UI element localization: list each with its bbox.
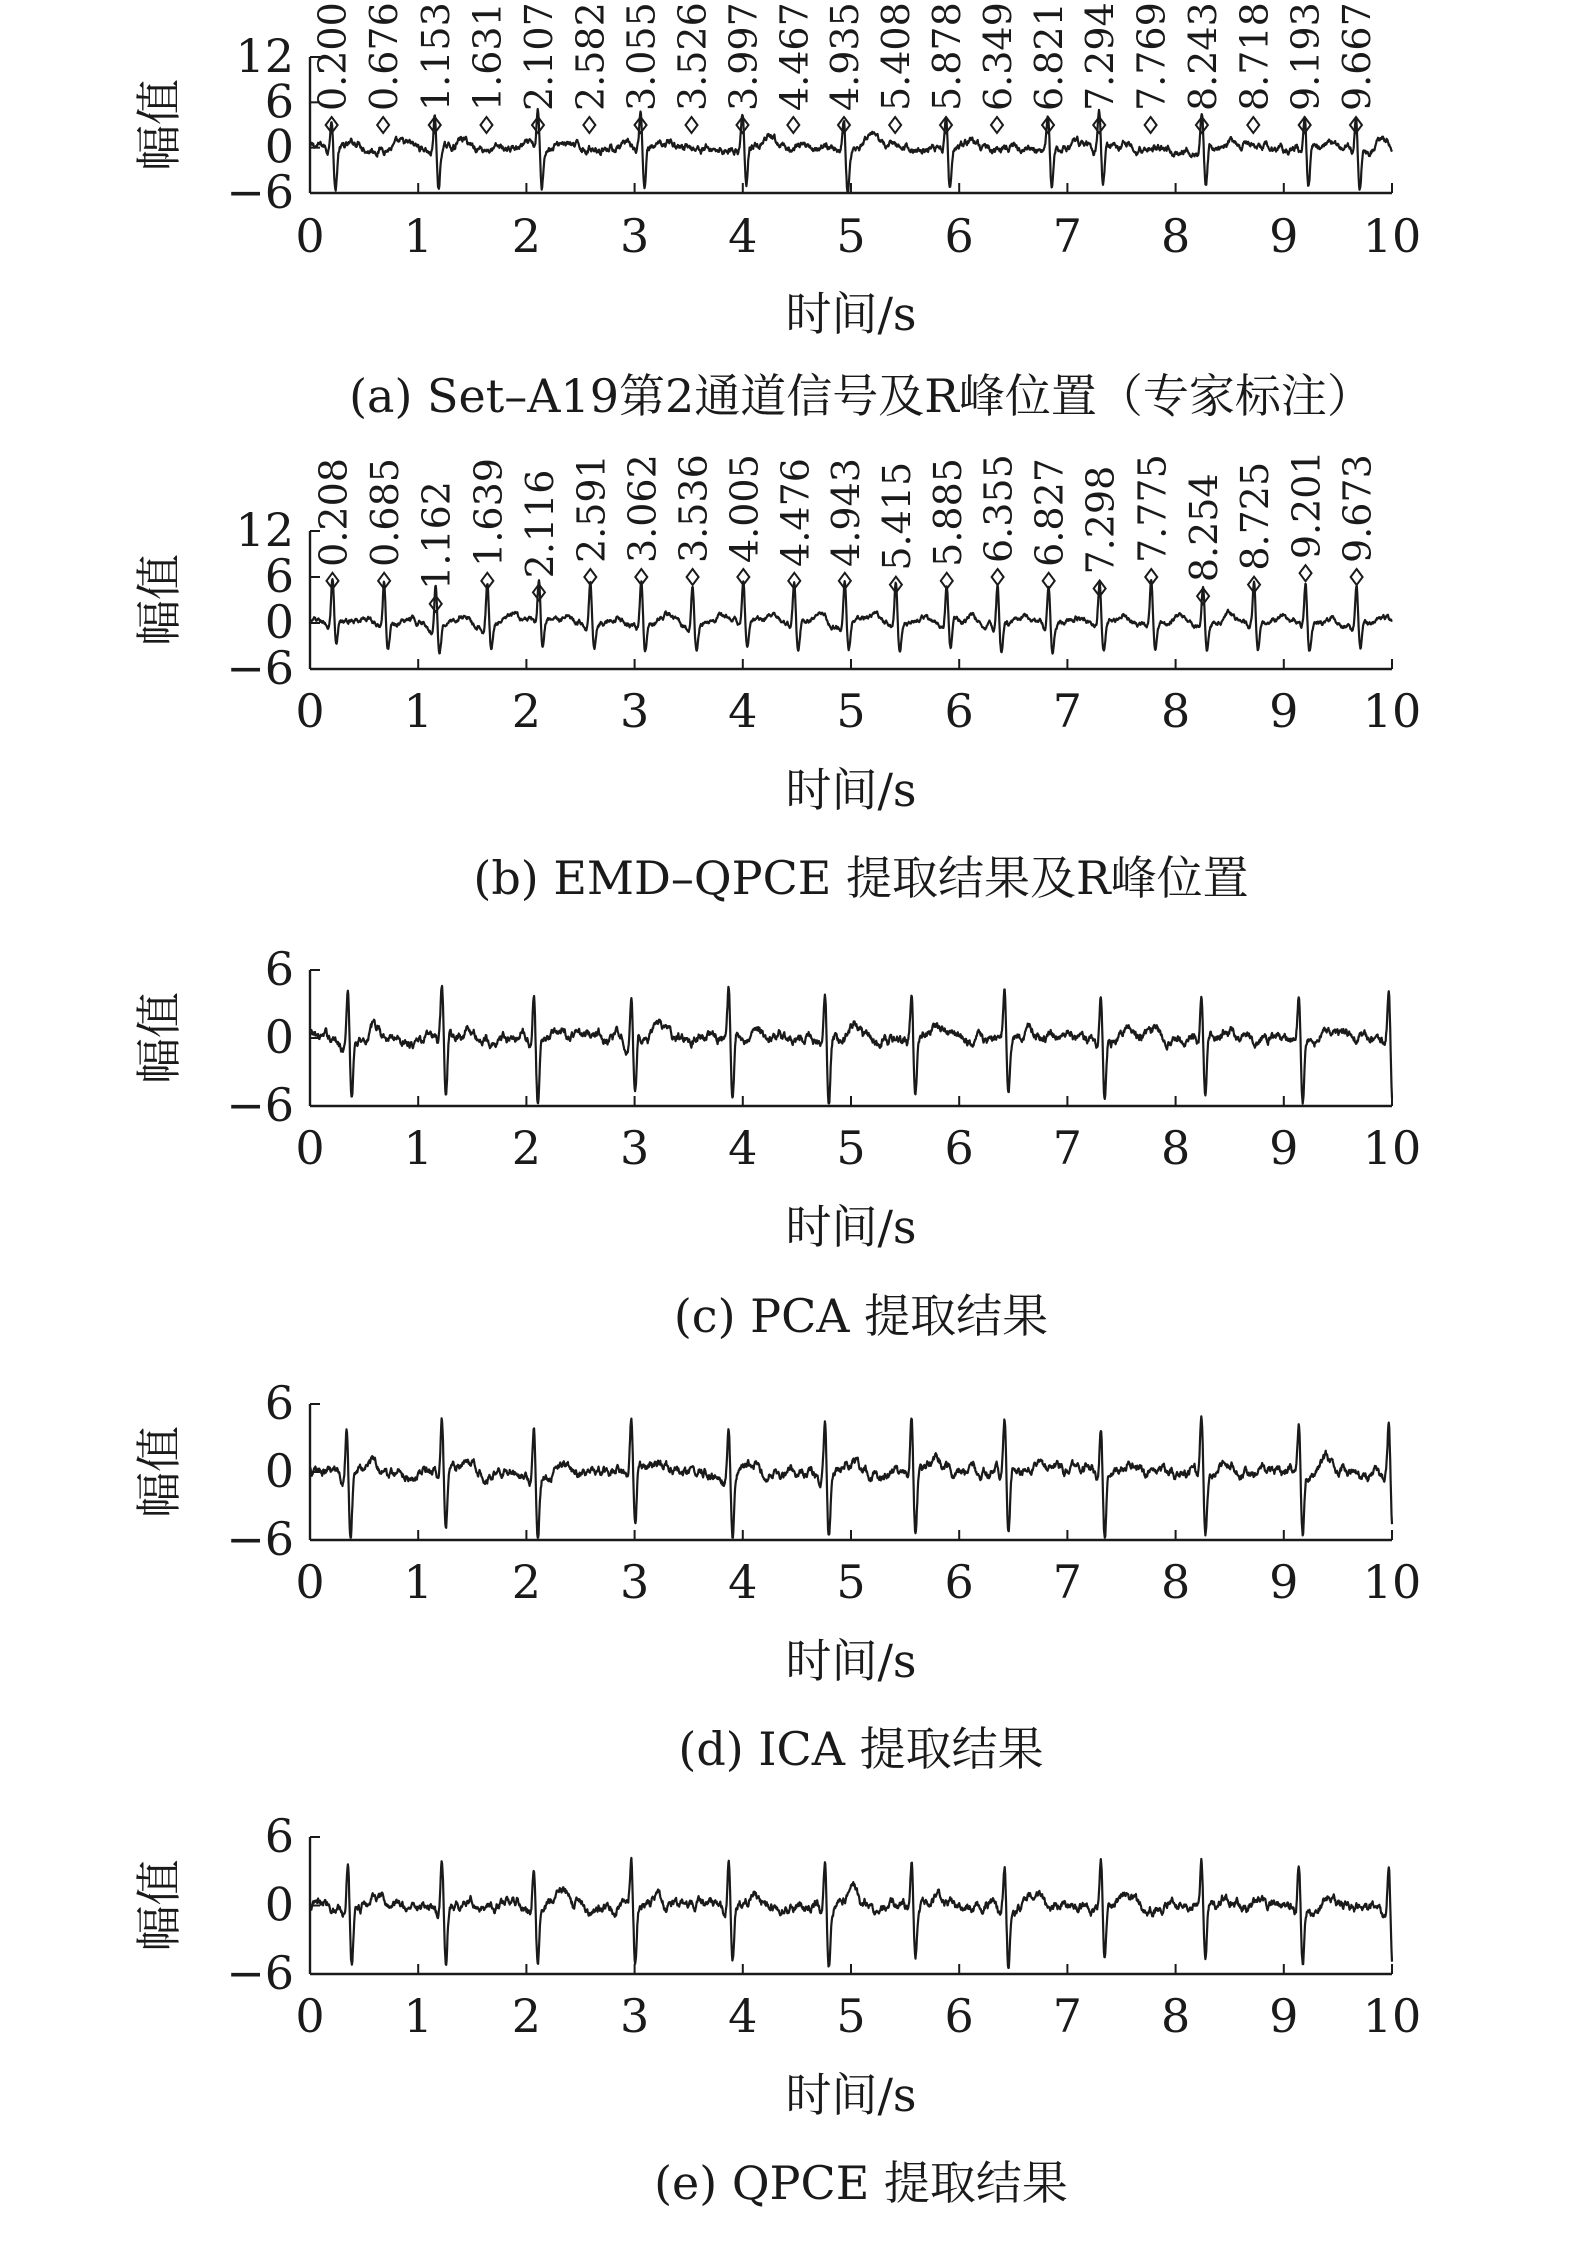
x-tick-label: 2 — [511, 684, 542, 738]
panel-e — [132, 1809, 1421, 2210]
y-tick-label: 0 — [264, 119, 294, 174]
r-peak-label: 5.878 — [924, 2, 969, 111]
r-peak-label: 2.107 — [516, 2, 561, 111]
r-peak-label: 1.639 — [466, 458, 511, 567]
x-tick-label: 8 — [1160, 209, 1191, 263]
r-peak-label: 8.718 — [1232, 2, 1277, 111]
y-tick-label: 0 — [264, 1444, 294, 1498]
x-tick-label: 4 — [728, 684, 758, 738]
r-peak-marker — [686, 117, 698, 133]
r-peak-label: 0.200 — [310, 2, 355, 111]
x-tick-label: 3 — [619, 1555, 650, 1609]
r-peak-marker — [991, 117, 1003, 133]
r-peak-label: 5.408 — [874, 2, 919, 111]
r-peak-label: 1.631 — [465, 2, 510, 111]
r-peak-label: 7.294 — [1078, 2, 1123, 111]
x-tick-label: 5 — [836, 209, 866, 263]
x-tick-label: 2 — [511, 1121, 542, 1175]
x-tick-label: 1 — [403, 1555, 433, 1609]
r-peak-label: 3.997 — [721, 2, 766, 111]
r-peak-label: 0.208 — [311, 458, 356, 567]
x-axis-label: 时间/s — [785, 1634, 917, 1688]
y-tick-label: 0 — [264, 595, 294, 649]
x-tick-label: 6 — [944, 209, 974, 263]
x-tick-label: 1 — [403, 1989, 433, 2043]
x-tick-label: 6 — [944, 1989, 974, 2043]
panel-caption: (e) QPCE 提取结果 — [654, 2156, 1068, 2210]
x-tick-label: 10 — [1362, 1555, 1422, 1609]
panel-c — [132, 942, 1421, 1343]
y-tick-label: −6 — [226, 1078, 294, 1132]
r-peak-label: 5.885 — [925, 458, 970, 567]
y-axis-label: 幅值 — [132, 992, 186, 1084]
x-tick-label: 2 — [511, 1555, 542, 1609]
x-axis-label: 时间/s — [785, 763, 917, 817]
series-line — [310, 1858, 1392, 1968]
series-line — [310, 1416, 1392, 1537]
x-axis-label: 时间/s — [785, 287, 917, 341]
panel-caption: (a) Set–A19第2通道信号及R峰位置（专家标注） — [349, 369, 1373, 423]
x-tick-label: 1 — [403, 684, 433, 738]
x-tick-label: 0 — [295, 1989, 325, 2043]
y-tick-label: 6 — [264, 1809, 294, 1863]
r-peak-label: 1.162 — [414, 481, 459, 590]
r-peak-label: 2.582 — [568, 2, 613, 111]
panel-d — [132, 1376, 1421, 1776]
r-peak-marker — [687, 569, 699, 585]
panel-caption: (c) PCA 提取结果 — [673, 1289, 1049, 1343]
x-tick-label: 7 — [1052, 209, 1083, 263]
r-peak-label: 6.349 — [975, 2, 1020, 111]
y-tick-label: 12 — [235, 503, 294, 557]
y-tick-label: 6 — [264, 942, 294, 996]
x-tick-label: 10 — [1362, 684, 1422, 738]
x-tick-label: 5 — [836, 1121, 866, 1175]
x-tick-label: 8 — [1160, 1555, 1191, 1609]
r-peak-marker — [787, 117, 799, 133]
x-tick-label: 5 — [836, 1555, 866, 1609]
x-tick-label: 4 — [728, 1121, 758, 1175]
x-tick-label: 9 — [1269, 209, 1299, 263]
y-tick-label: 0 — [264, 1010, 294, 1064]
y-tick-label: −6 — [226, 165, 294, 219]
r-peak-label: 4.005 — [722, 454, 767, 563]
r-peak-label: 2.591 — [569, 454, 614, 563]
x-tick-label: 7 — [1052, 1555, 1083, 1609]
r-peak-label: 4.943 — [823, 458, 868, 567]
r-peak-label: 1.153 — [413, 2, 458, 111]
r-peak-marker — [583, 117, 595, 133]
y-axis-label: 幅值 — [132, 79, 186, 171]
x-tick-label: 2 — [511, 1989, 542, 2043]
r-peak-marker — [1247, 117, 1259, 133]
x-tick-label: 3 — [619, 1989, 650, 2043]
r-peak-label: 9.673 — [1335, 454, 1380, 563]
r-peak-marker — [1300, 565, 1312, 581]
r-peak-label: 3.526 — [670, 2, 715, 111]
x-tick-label: 7 — [1052, 1121, 1083, 1175]
x-tick-label: 4 — [728, 209, 758, 263]
y-tick-label: 6 — [264, 1376, 294, 1430]
r-peak-label: 8.254 — [1182, 473, 1227, 583]
x-tick-label: 9 — [1269, 1555, 1299, 1609]
x-tick-label: 5 — [836, 1989, 866, 2043]
x-tick-label: 10 — [1362, 1121, 1422, 1175]
r-peak-label: 9.667 — [1334, 2, 1379, 111]
r-peak-label: 0.685 — [363, 458, 408, 567]
r-peak-label: 7.298 — [1078, 465, 1123, 575]
x-tick-label: 3 — [619, 1121, 650, 1175]
r-peak-marker — [992, 569, 1004, 585]
x-tick-label: 0 — [295, 1555, 325, 1609]
x-tick-label: 8 — [1160, 1121, 1191, 1175]
r-peak-label: 9.201 — [1284, 450, 1329, 560]
x-tick-label: 8 — [1160, 1989, 1191, 2043]
y-axis-label: 幅值 — [132, 554, 186, 646]
panel-caption: (d) ICA 提取结果 — [678, 1722, 1044, 1776]
panel-b — [132, 450, 1421, 905]
panel-caption: (b) EMD–QPCE 提取结果及R峰位置 — [473, 851, 1249, 905]
r-peak-marker — [1351, 569, 1363, 585]
r-peak-label: 6.821 — [1027, 2, 1072, 111]
x-tick-label: 7 — [1052, 1989, 1083, 2043]
series-line — [310, 109, 1392, 192]
panel-a — [132, 2, 1421, 423]
y-axis-label: 幅值 — [132, 1859, 186, 1952]
r-peak-label: 2.116 — [517, 469, 562, 579]
y-tick-label: 6 — [264, 549, 294, 603]
x-tick-label: 8 — [1160, 684, 1191, 738]
x-tick-label: 6 — [944, 1121, 974, 1175]
x-tick-label: 0 — [295, 1121, 325, 1175]
x-tick-label: 10 — [1362, 1989, 1422, 2043]
r-peak-marker — [889, 117, 901, 133]
x-tick-label: 6 — [944, 684, 974, 738]
x-tick-label: 6 — [944, 1555, 974, 1609]
r-peak-marker — [1145, 117, 1157, 133]
series-line — [310, 579, 1392, 653]
r-peak-label: 4.935 — [822, 2, 867, 111]
r-peak-label: 0.676 — [362, 2, 407, 111]
r-peak-label: 8.725 — [1233, 461, 1278, 571]
r-peak-label: 4.476 — [773, 458, 818, 567]
x-tick-label: 7 — [1052, 684, 1083, 738]
x-tick-label: 2 — [511, 209, 542, 263]
x-axis-label: 时间/s — [785, 1200, 917, 1254]
y-tick-label: −6 — [226, 1946, 294, 2000]
x-tick-label: 4 — [728, 1989, 758, 2043]
r-peak-label: 7.775 — [1130, 454, 1175, 563]
x-tick-label: 1 — [403, 209, 433, 263]
r-peak-label: 7.769 — [1129, 2, 1174, 111]
x-tick-label: 9 — [1269, 1989, 1299, 2043]
r-peak-marker — [377, 117, 389, 133]
x-tick-label: 10 — [1362, 209, 1422, 263]
y-tick-label: 12 — [235, 29, 294, 83]
x-tick-label: 1 — [403, 1121, 433, 1175]
y-tick-label: −6 — [226, 1512, 294, 1566]
r-peak-label: 5.415 — [874, 461, 919, 571]
x-tick-label: 0 — [295, 684, 325, 738]
r-peak-label: 6.827 — [1027, 458, 1072, 567]
x-tick-label: 3 — [619, 209, 650, 263]
y-axis-label: 幅值 — [132, 1426, 186, 1518]
r-peak-marker — [480, 117, 492, 133]
r-peak-label: 3.055 — [619, 2, 664, 111]
r-peak-label: 3.062 — [620, 454, 665, 563]
y-tick-label: 0 — [264, 1877, 294, 1932]
r-peak-label: 6.355 — [976, 454, 1021, 563]
x-tick-label: 5 — [836, 684, 866, 738]
x-tick-label: 3 — [619, 684, 650, 738]
x-tick-label: 9 — [1269, 684, 1299, 738]
r-peak-label: 4.467 — [772, 2, 817, 111]
r-peak-label: 8.243 — [1180, 2, 1225, 111]
x-tick-label: 0 — [295, 209, 325, 263]
series-line — [310, 986, 1392, 1104]
y-tick-label: −6 — [226, 641, 294, 695]
x-axis-label: 时间/s — [785, 2068, 917, 2122]
x-tick-label: 4 — [728, 1555, 758, 1609]
r-peak-label: 3.536 — [671, 454, 716, 563]
y-tick-label: 6 — [264, 74, 294, 129]
r-peak-label: 9.193 — [1283, 2, 1328, 111]
x-tick-label: 9 — [1269, 1121, 1299, 1175]
